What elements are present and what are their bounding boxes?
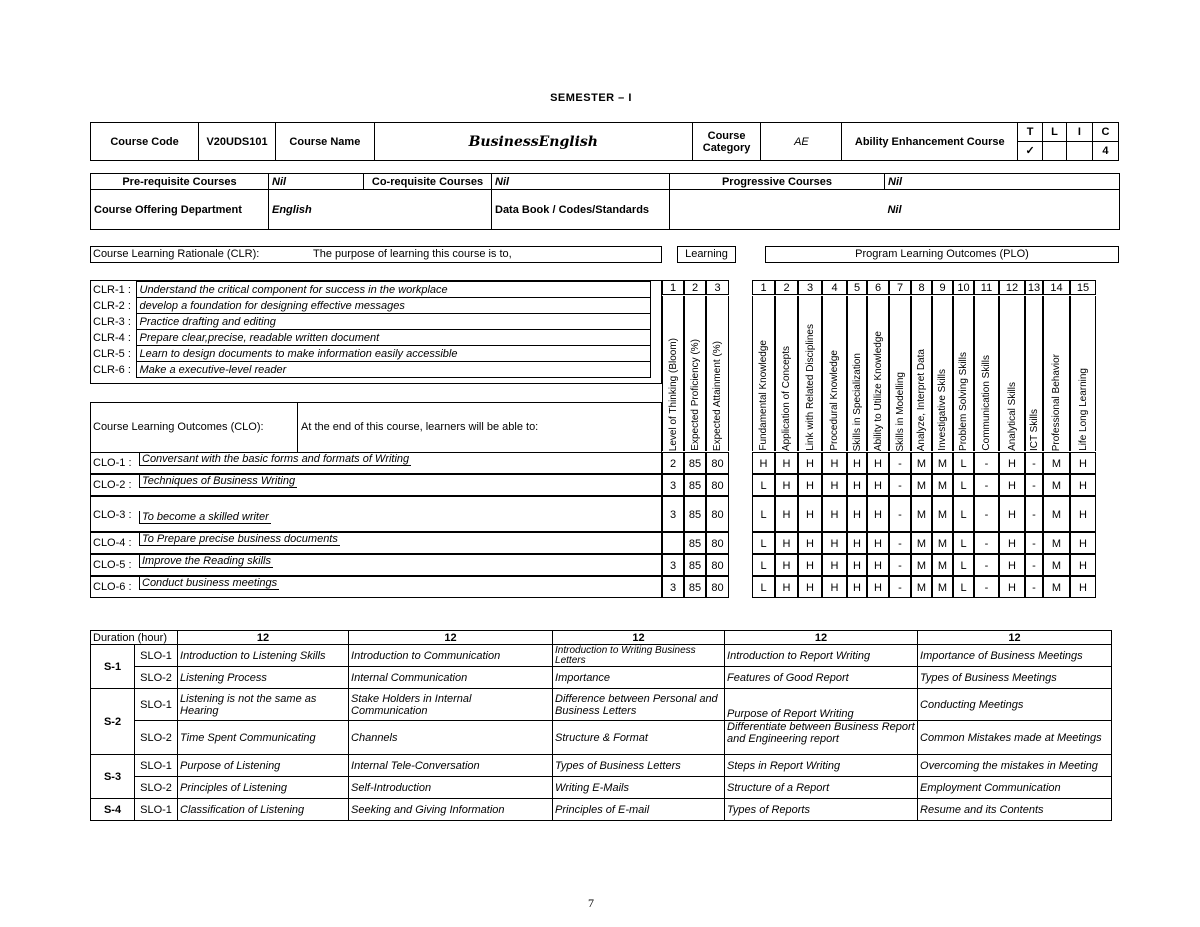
plo-value: H bbox=[999, 554, 1025, 576]
ltpc-value: ✓ bbox=[1018, 142, 1043, 161]
session-label: S-3 bbox=[91, 755, 135, 799]
plo-value: L bbox=[953, 474, 974, 496]
plo-value: H bbox=[1070, 554, 1096, 576]
plo-value: H bbox=[752, 452, 775, 474]
plo-value: H bbox=[775, 496, 798, 532]
plo-value: H bbox=[847, 474, 867, 496]
schedule-cell: Steps in Report Writing bbox=[725, 755, 918, 777]
plo-value: M bbox=[1043, 532, 1070, 554]
learning-value: 80 bbox=[706, 532, 729, 554]
department-value: English bbox=[269, 190, 492, 230]
duration-value: 12 bbox=[725, 631, 918, 645]
clo-row bbox=[90, 496, 662, 532]
course-name: BusinessEnglish bbox=[374, 123, 692, 161]
plo-value: H bbox=[847, 576, 867, 598]
course-category: AE bbox=[761, 123, 842, 161]
course-category-label: Course Category bbox=[692, 123, 761, 161]
column-label bbox=[974, 296, 999, 451]
schedule-cell: Introduction to Report Writing bbox=[725, 645, 918, 667]
plo-value: - bbox=[1025, 474, 1043, 496]
ltpc-header: C bbox=[1092, 123, 1118, 142]
plo-value: L bbox=[752, 496, 775, 532]
plo-value: - bbox=[974, 452, 999, 474]
plo-value: H bbox=[798, 576, 822, 598]
column-label-text: Skills in Specialization bbox=[851, 352, 863, 451]
learning-value: 80 bbox=[706, 452, 729, 474]
course-code: V20UDS101 bbox=[199, 123, 276, 161]
plo-value: - bbox=[889, 474, 911, 496]
plo-value: M bbox=[1043, 576, 1070, 598]
schedule-cell: Self-Introduction bbox=[349, 777, 553, 799]
plo-value: L bbox=[953, 576, 974, 598]
clr-text: Understand the critical component for success in the workplace bbox=[136, 282, 650, 298]
column-number: 6 bbox=[867, 280, 889, 295]
plo-value: M bbox=[1043, 474, 1070, 496]
column-label-text: Link with Related Disciplines bbox=[804, 324, 816, 451]
ltpc-header: L bbox=[1043, 123, 1067, 142]
clr-table bbox=[90, 281, 651, 378]
schedule-cell: Listening Process bbox=[178, 667, 349, 689]
clo-text: Conduct business meetings bbox=[139, 577, 279, 590]
duration-value: 12 bbox=[553, 631, 725, 645]
ltpc-header: T bbox=[1018, 123, 1043, 142]
plo-value: - bbox=[889, 576, 911, 598]
column-number: 3 bbox=[706, 280, 729, 295]
clr-purpose: The purpose of learning this course is to, bbox=[313, 248, 512, 260]
learning-value: 80 bbox=[706, 554, 729, 576]
duration-value: 12 bbox=[918, 631, 1112, 645]
clr-text: Learn to design documents to make information easily accessible bbox=[136, 346, 650, 362]
column-label-text: Analyze, Interpret Data bbox=[916, 348, 927, 451]
plo-value: H bbox=[1070, 452, 1096, 474]
schedule-cell: Structure of a Report bbox=[725, 777, 918, 799]
schedule-cell: Purpose of Report Writing bbox=[725, 689, 918, 721]
learning-value: 2 bbox=[662, 452, 684, 474]
plo-value: - bbox=[1025, 532, 1043, 554]
plo-value: H bbox=[798, 554, 822, 576]
column-number: 13 bbox=[1025, 280, 1043, 295]
column-label-text: Level of Thinking (Bloom) bbox=[667, 337, 679, 451]
page-number: 7 bbox=[588, 896, 594, 910]
clo-row bbox=[90, 474, 662, 496]
clo-id: CLO-5 : bbox=[93, 559, 132, 571]
column-label-text: Fundamental Knowledge bbox=[758, 340, 769, 451]
plo-value: M bbox=[911, 532, 932, 554]
clo-header bbox=[90, 402, 662, 453]
column-label bbox=[1025, 296, 1043, 451]
schedule-cell: Time Spent Communicating bbox=[178, 721, 349, 755]
plo-value: - bbox=[889, 452, 911, 474]
plo-value: M bbox=[911, 496, 932, 532]
column-label bbox=[953, 296, 974, 451]
coreq-value: Nil bbox=[492, 174, 670, 190]
column-label bbox=[752, 296, 775, 451]
column-number: 9 bbox=[932, 280, 953, 295]
plo-value: M bbox=[932, 496, 953, 532]
learning-value: 85 bbox=[684, 452, 706, 474]
semester-title: SEMESTER – I bbox=[550, 92, 632, 104]
ltpc-header: I bbox=[1066, 123, 1092, 142]
databook-label: Data Book / Codes/Standards bbox=[492, 190, 670, 230]
column-label bbox=[706, 296, 729, 451]
plo-value: H bbox=[798, 496, 822, 532]
clr-id: CLR-4 : bbox=[93, 331, 131, 344]
plo-value: - bbox=[974, 532, 999, 554]
column-label bbox=[999, 296, 1025, 451]
clo-row bbox=[90, 452, 662, 474]
plo-value: H bbox=[847, 554, 867, 576]
slo-label: SLO-1 bbox=[135, 799, 178, 821]
schedule-cell: Common Mistakes made at Meetings bbox=[918, 721, 1112, 755]
plo-value: H bbox=[867, 452, 889, 474]
plo-value: M bbox=[911, 576, 932, 598]
plo-value: H bbox=[847, 532, 867, 554]
schedule-cell: Writing E-Mails bbox=[553, 777, 725, 799]
plo-value: L bbox=[953, 452, 974, 474]
clr-id: CLR-2 : bbox=[93, 299, 131, 312]
plo-value: H bbox=[775, 474, 798, 496]
plo-value: H bbox=[867, 474, 889, 496]
plo-value: M bbox=[932, 452, 953, 474]
schedule-cell: Difference between Personal and Business Letters bbox=[553, 689, 725, 721]
clr-text: Prepare clear,precise, readable written document bbox=[136, 330, 650, 346]
schedule-cell: Stake Holders in Internal Communication bbox=[349, 689, 553, 721]
learning-value: 85 bbox=[684, 474, 706, 496]
learning-value: 80 bbox=[706, 496, 729, 532]
slo-label: SLO-2 bbox=[135, 777, 178, 799]
schedule-cell: Introduction to Writing Business Letters bbox=[553, 645, 725, 667]
clo-text: To become a skilled writer bbox=[139, 511, 271, 524]
plo-value: L bbox=[953, 496, 974, 532]
schedule-cell: Differentiate between Business Report and Engineering report bbox=[725, 721, 918, 755]
plo-value: - bbox=[1025, 452, 1043, 474]
progressive-label: Progressive Courses bbox=[670, 174, 885, 190]
plo-value: L bbox=[752, 532, 775, 554]
clo-row bbox=[90, 532, 662, 554]
column-label bbox=[847, 296, 867, 451]
duration-value: 12 bbox=[349, 631, 553, 645]
learning-value: 3 bbox=[662, 576, 684, 598]
learning-value: 85 bbox=[684, 532, 706, 554]
clr-id: CLR-6 : bbox=[93, 363, 131, 376]
column-label bbox=[775, 296, 798, 451]
clr-label: Course Learning Rationale (CLR): bbox=[93, 248, 260, 260]
schedule-cell: Employment Communication bbox=[918, 777, 1112, 799]
plo-value: H bbox=[822, 496, 847, 532]
column-label-text: Ability to Utilize Knowledge bbox=[872, 330, 884, 451]
learning-value: 85 bbox=[684, 554, 706, 576]
schedule-cell: Types of Business Meetings bbox=[918, 667, 1112, 689]
clo-text: Improve the Reading skills bbox=[139, 555, 273, 568]
slo-label: SLO-1 bbox=[135, 645, 178, 667]
clo-id: CLO-6 : bbox=[93, 581, 132, 593]
column-number: 1 bbox=[752, 280, 775, 295]
coreq-label: Co-requisite Courses bbox=[364, 174, 492, 190]
schedule-cell: Classification of Listening bbox=[178, 799, 349, 821]
learning-value: 80 bbox=[706, 576, 729, 598]
ltpc-value bbox=[1066, 142, 1092, 161]
clr-id: CLR-1 : bbox=[93, 283, 131, 296]
column-label-text: Problem Solving Skills bbox=[958, 352, 969, 451]
column-label bbox=[867, 296, 889, 451]
course-name-label: Course Name bbox=[276, 123, 375, 161]
schedule-cell: Resume and its Contents bbox=[918, 799, 1112, 821]
column-label bbox=[662, 296, 684, 451]
plo-value: H bbox=[822, 532, 847, 554]
column-label-text: Application of Concepts bbox=[781, 345, 792, 451]
plo-value: - bbox=[889, 532, 911, 554]
course-header-table bbox=[90, 122, 1119, 161]
session-label: S-4 bbox=[91, 799, 135, 821]
plo-value: H bbox=[1070, 474, 1096, 496]
schedule-cell: Types of Reports bbox=[725, 799, 918, 821]
schedule-cell: Principles of E-mail bbox=[553, 799, 725, 821]
column-label bbox=[1070, 296, 1096, 451]
plo-value: M bbox=[932, 554, 953, 576]
clo-id: CLO-3 : bbox=[93, 509, 132, 521]
plo-value: M bbox=[932, 532, 953, 554]
clr-text: develop a foundation for designing effective messages bbox=[136, 298, 650, 314]
plo-value: L bbox=[752, 554, 775, 576]
plo-value: - bbox=[974, 474, 999, 496]
plo-value: H bbox=[867, 554, 889, 576]
plo-value: M bbox=[1043, 452, 1070, 474]
clo-row bbox=[90, 554, 662, 576]
clr-text: Make a executive-level reader bbox=[136, 362, 650, 378]
learning-value: 3 bbox=[662, 496, 684, 532]
column-label bbox=[822, 296, 847, 451]
session-label: S-1 bbox=[91, 645, 135, 689]
column-label bbox=[889, 296, 911, 451]
plo-value: - bbox=[1025, 554, 1043, 576]
clo-row bbox=[90, 576, 662, 598]
schedule-cell: Importance of Business Meetings bbox=[918, 645, 1112, 667]
column-number: 15 bbox=[1070, 280, 1096, 295]
plo-value: H bbox=[847, 452, 867, 474]
column-number: 3 bbox=[798, 280, 822, 295]
plo-value: M bbox=[1043, 554, 1070, 576]
schedule-cell: Internal Tele-Conversation bbox=[349, 755, 553, 777]
column-label-text: Expected Proficiency (%) bbox=[689, 339, 701, 451]
column-label-text: Expected Attainment (%) bbox=[712, 340, 723, 451]
column-number: 8 bbox=[911, 280, 932, 295]
plo-value: L bbox=[953, 554, 974, 576]
column-number: 5 bbox=[847, 280, 867, 295]
schedule-cell: Importance bbox=[553, 667, 725, 689]
plo-value: H bbox=[999, 532, 1025, 554]
plo-value: - bbox=[1025, 576, 1043, 598]
schedule-cell: Features of Good Report bbox=[725, 667, 918, 689]
column-label bbox=[911, 296, 932, 451]
plo-value: H bbox=[775, 532, 798, 554]
learning-value bbox=[662, 532, 684, 554]
plo-value: H bbox=[822, 576, 847, 598]
plo-value: L bbox=[752, 576, 775, 598]
slo-label: SLO-1 bbox=[135, 689, 178, 721]
department-label: Course Offering Department bbox=[91, 190, 269, 230]
clr-id: CLR-5 : bbox=[93, 347, 131, 360]
plo-value: - bbox=[974, 576, 999, 598]
plo-value: H bbox=[999, 576, 1025, 598]
schedule-cell: Structure & Format bbox=[553, 721, 725, 755]
column-label bbox=[798, 296, 822, 451]
progressive-value: Nil bbox=[885, 174, 1120, 190]
course-code-label: Course Code bbox=[91, 123, 199, 161]
column-number: 11 bbox=[974, 280, 999, 295]
plo-value: H bbox=[1070, 532, 1096, 554]
clr-id: CLR-3 : bbox=[93, 315, 131, 328]
column-label bbox=[684, 296, 706, 451]
plo-value: H bbox=[798, 532, 822, 554]
clr-text: Practice drafting and editing bbox=[136, 314, 650, 330]
plo-value: L bbox=[953, 532, 974, 554]
schedule-cell: Seeking and Giving Information bbox=[349, 799, 553, 821]
plo-value: H bbox=[822, 554, 847, 576]
column-number: 2 bbox=[684, 280, 706, 295]
schedule-cell: Introduction to Listening Skills bbox=[178, 645, 349, 667]
clo-text: Techniques of Business Writing bbox=[139, 475, 297, 488]
column-label bbox=[932, 296, 953, 451]
prereq-label: Pre-requisite Courses bbox=[91, 174, 269, 190]
plo-value: H bbox=[798, 452, 822, 474]
plo-value: H bbox=[1070, 496, 1096, 532]
schedule-cell: Types of Business Letters bbox=[553, 755, 725, 777]
column-label-text: Procedural Knowledge bbox=[829, 350, 840, 451]
schedule-cell: Purpose of Listening bbox=[178, 755, 349, 777]
learning-header: Learning bbox=[677, 246, 736, 263]
slo-label: SLO-2 bbox=[135, 721, 178, 755]
clo-id: CLO-1 : bbox=[93, 457, 132, 469]
learning-value: 3 bbox=[662, 554, 684, 576]
slo-label: SLO-1 bbox=[135, 755, 178, 777]
column-number: 2 bbox=[775, 280, 798, 295]
plo-value: - bbox=[889, 496, 911, 532]
column-label-text: Communication Skills bbox=[981, 355, 992, 451]
column-number: 1 bbox=[662, 280, 684, 295]
plo-value: - bbox=[974, 496, 999, 532]
plo-header: Program Learning Outcomes (PLO) bbox=[765, 246, 1119, 263]
session-label: S-2 bbox=[91, 689, 135, 755]
plo-value: H bbox=[775, 452, 798, 474]
plo-value: H bbox=[822, 474, 847, 496]
plo-value: M bbox=[911, 554, 932, 576]
plo-value: M bbox=[911, 474, 932, 496]
column-label-text: Skills in Modelling bbox=[894, 371, 906, 451]
plo-value: H bbox=[1070, 576, 1096, 598]
plo-value: - bbox=[1025, 496, 1043, 532]
schedule-cell: Principles of Listening bbox=[178, 777, 349, 799]
plo-value: H bbox=[999, 452, 1025, 474]
plo-value: H bbox=[822, 452, 847, 474]
plo-value: H bbox=[798, 474, 822, 496]
schedule-table bbox=[90, 630, 1112, 821]
plo-value: M bbox=[911, 452, 932, 474]
prerequisite-table bbox=[90, 173, 1120, 230]
plo-value: M bbox=[932, 474, 953, 496]
plo-value: H bbox=[999, 496, 1025, 532]
column-number: 14 bbox=[1043, 280, 1070, 295]
ltpc-value: 4 bbox=[1092, 142, 1118, 161]
ltpc-value bbox=[1043, 142, 1067, 161]
column-label-text: Analytical Skills bbox=[1006, 382, 1018, 451]
schedule-cell: Internal Communication bbox=[349, 667, 553, 689]
plo-value: H bbox=[867, 532, 889, 554]
column-number: 4 bbox=[822, 280, 847, 295]
clo-id: CLO-2 : bbox=[93, 479, 132, 491]
clo-text: Conversant with the basic forms and formats of Writing bbox=[139, 453, 411, 466]
learning-value: 80 bbox=[706, 474, 729, 496]
schedule-cell: Conducting Meetings bbox=[918, 689, 1112, 721]
schedule-cell: Listening is not the same as Hearing bbox=[178, 689, 349, 721]
plo-value: - bbox=[889, 554, 911, 576]
clr-header bbox=[90, 246, 662, 263]
plo-value: - bbox=[974, 554, 999, 576]
duration-label: Duration (hour) bbox=[91, 631, 178, 645]
clo-id: CLO-4 : bbox=[93, 537, 132, 549]
prereq-value: Nil bbox=[269, 174, 364, 190]
course-category-name: Ability Enhancement Course bbox=[842, 123, 1018, 161]
column-label-text: Life Long Learning bbox=[1077, 368, 1089, 451]
column-label-text: ICT Skills bbox=[1028, 408, 1040, 451]
column-number: 7 bbox=[889, 280, 911, 295]
clo-label: Course Learning Outcomes (CLO): bbox=[93, 421, 264, 433]
plo-value: H bbox=[775, 576, 798, 598]
databook-value: Nil bbox=[670, 190, 1120, 230]
duration-value: 12 bbox=[178, 631, 349, 645]
column-label-text: Investigative Skills bbox=[937, 369, 948, 451]
column-number: 12 bbox=[999, 280, 1025, 295]
column-label-text: Professional Behavior bbox=[1051, 353, 1062, 451]
plo-value: H bbox=[867, 496, 889, 532]
plo-value: M bbox=[932, 576, 953, 598]
plo-value: M bbox=[1043, 496, 1070, 532]
learning-value: 3 bbox=[662, 474, 684, 496]
plo-value: L bbox=[752, 474, 775, 496]
slo-label: SLO-2 bbox=[135, 667, 178, 689]
clo-intro: At the end of this course, learners will be able to: bbox=[301, 421, 539, 433]
plo-value: H bbox=[847, 496, 867, 532]
plo-value: H bbox=[999, 474, 1025, 496]
column-number: 10 bbox=[953, 280, 974, 295]
learning-value: 85 bbox=[684, 576, 706, 598]
clo-text: To Prepare precise business documents bbox=[139, 533, 340, 546]
column-label bbox=[1043, 296, 1070, 451]
schedule-cell: Channels bbox=[349, 721, 553, 755]
learning-value: 85 bbox=[684, 496, 706, 532]
plo-value: H bbox=[775, 554, 798, 576]
plo-value: H bbox=[867, 576, 889, 598]
schedule-cell: Overcoming the mistakes in Meeting bbox=[918, 755, 1112, 777]
schedule-cell: Introduction to Communication bbox=[349, 645, 553, 667]
